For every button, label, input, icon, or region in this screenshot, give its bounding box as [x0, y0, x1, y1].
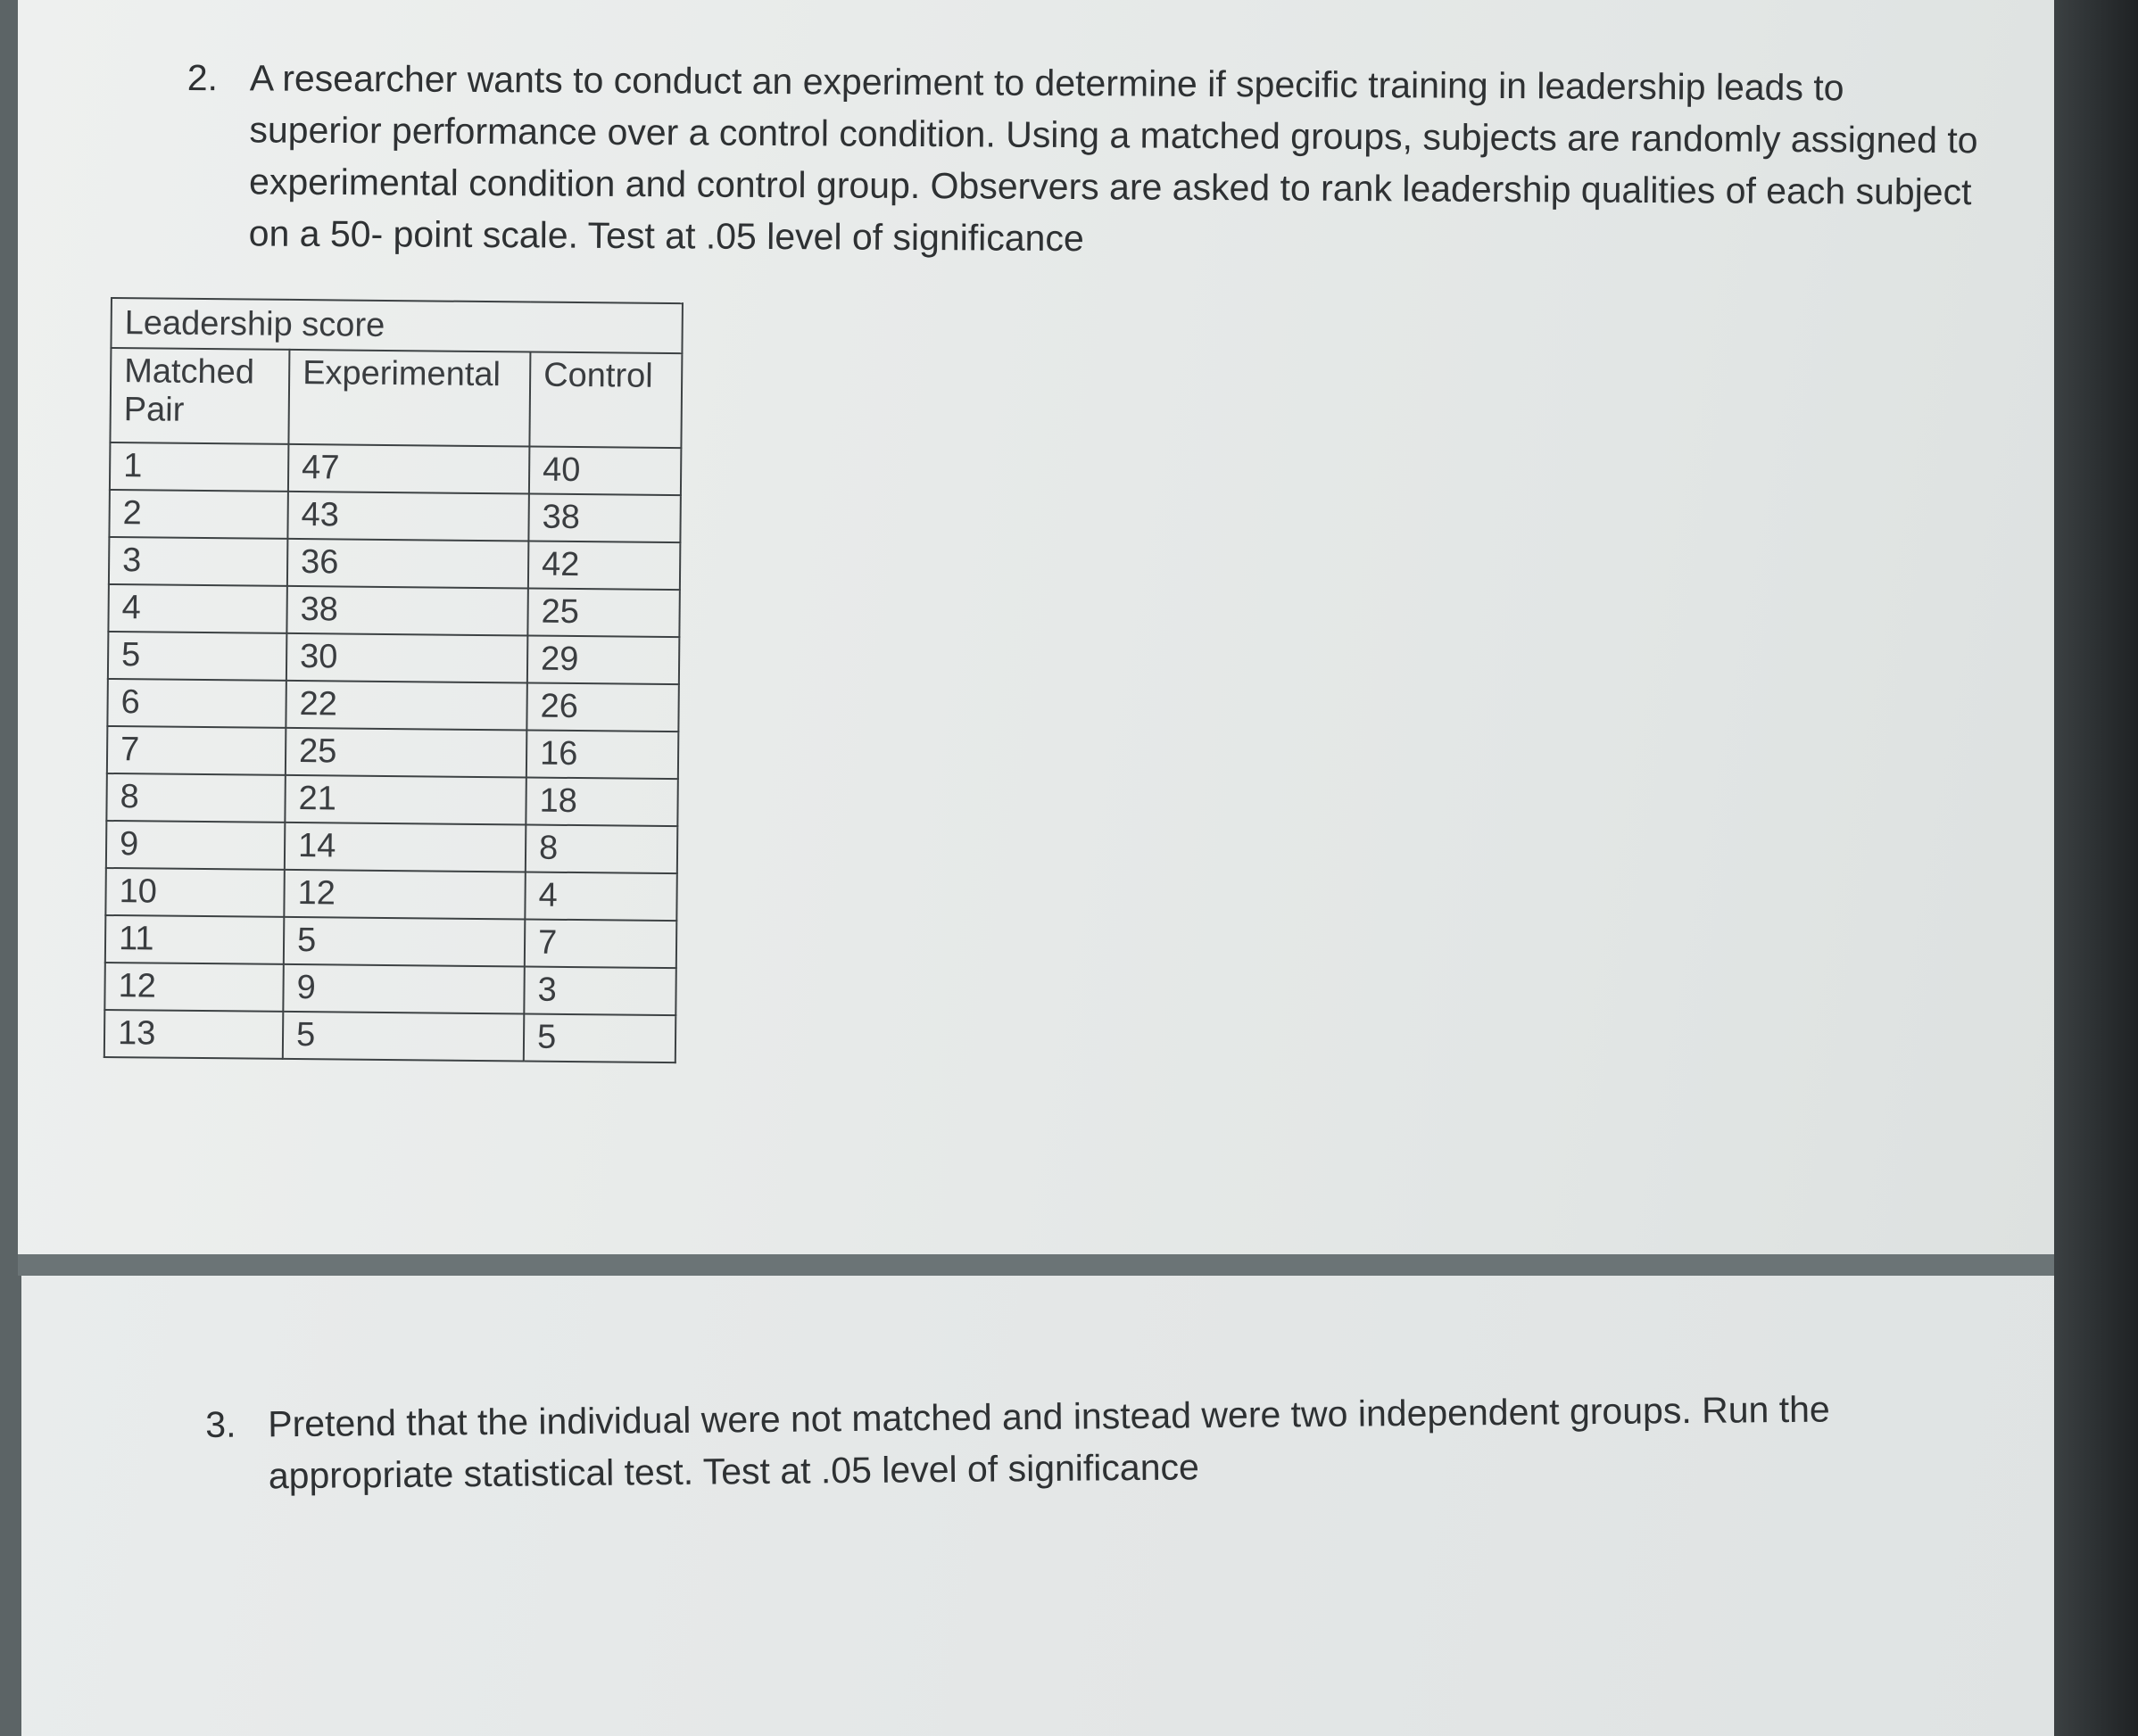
cell-experimental: 38 [286, 586, 527, 636]
cell-experimental: 21 [285, 775, 526, 825]
document-page-lower [21, 1276, 2054, 1736]
table-row [104, 1010, 675, 1062]
question-2-number: 2. [186, 56, 219, 99]
question-3-text: Pretend that the individual were not matched and instead were two independent groups. Run the appropriate statistical test. Test at .05 level of significance [268, 1388, 1830, 1497]
cell-matched-pair: 1 [110, 442, 288, 492]
column-header-experimental: Experimental [288, 350, 530, 447]
cell-matched-pair: 6 [107, 679, 286, 728]
cell-control: 38 [528, 494, 681, 543]
cell-control: 16 [526, 730, 679, 779]
cell-control: 7 [525, 919, 677, 968]
table-caption-row [111, 298, 683, 353]
cell-matched-pair: 9 [106, 821, 285, 870]
table-row [106, 821, 677, 873]
cell-control: 25 [527, 589, 680, 638]
leadership-score-table [104, 297, 684, 1063]
table-caption: Leadership score [111, 298, 683, 353]
cell-experimental: 22 [286, 681, 526, 731]
cell-control: 8 [526, 824, 678, 873]
question-3 [205, 1382, 1955, 1502]
table-row [109, 537, 680, 590]
cell-matched-pair: 13 [104, 1010, 283, 1059]
cell-control: 40 [529, 447, 682, 496]
cell-matched-pair: 10 [105, 868, 284, 917]
page-break-divider [18, 1254, 2054, 1276]
cell-matched-pair: 7 [107, 726, 286, 775]
cell-matched-pair: 3 [109, 537, 287, 586]
cell-matched-pair: 8 [106, 773, 285, 823]
cell-matched-pair: 11 [105, 915, 284, 964]
cell-experimental: 5 [283, 1012, 524, 1062]
cell-experimental: 25 [286, 728, 526, 778]
cell-control: 29 [527, 636, 680, 685]
table-row [105, 868, 676, 921]
cell-matched-pair: 2 [109, 490, 287, 539]
table-row [104, 963, 675, 1015]
table-row [105, 915, 676, 968]
cell-control: 26 [526, 683, 679, 732]
table-row [108, 632, 679, 684]
cell-control: 42 [528, 541, 681, 591]
cell-control: 3 [524, 966, 676, 1015]
table-row [106, 773, 677, 826]
cell-experimental: 30 [286, 633, 527, 683]
cell-experimental: 43 [287, 492, 528, 541]
table-row [110, 442, 681, 495]
table-row [109, 490, 680, 542]
cell-matched-pair: 12 [104, 963, 283, 1012]
question-3-number: 3. [205, 1403, 236, 1445]
cell-experimental: 12 [284, 870, 525, 920]
cell-control: 5 [524, 1013, 676, 1062]
cell-control: 18 [526, 777, 678, 826]
screen-edge-right [2052, 0, 2138, 1736]
table-row [107, 726, 678, 779]
cell-experimental: 9 [283, 964, 524, 1014]
question-2-text: A researcher wants to conduct an experiment to determine if specific training in leadership leads to superior performance over a control condition. Using a matched groups, subjects are randomly assigned to experimental condition and control group. Observers are asked to rank leadership qualities of each subject on a 50- point scale. Test at .05 level of significance [248, 57, 1978, 260]
cell-experimental: 14 [285, 823, 526, 872]
table-row [107, 679, 678, 732]
question-2 [186, 52, 1981, 269]
cell-experimental: 47 [288, 444, 529, 494]
cell-experimental: 36 [287, 539, 528, 589]
cell-matched-pair: 5 [108, 632, 286, 681]
table-header-row [110, 348, 682, 448]
cell-control: 4 [525, 872, 677, 921]
table-row [108, 584, 679, 637]
column-header-control: Control [529, 352, 682, 449]
cell-matched-pair: 4 [108, 584, 286, 633]
column-header-matched-pair: Matched Pair [110, 348, 289, 444]
cell-experimental: 5 [284, 917, 525, 967]
